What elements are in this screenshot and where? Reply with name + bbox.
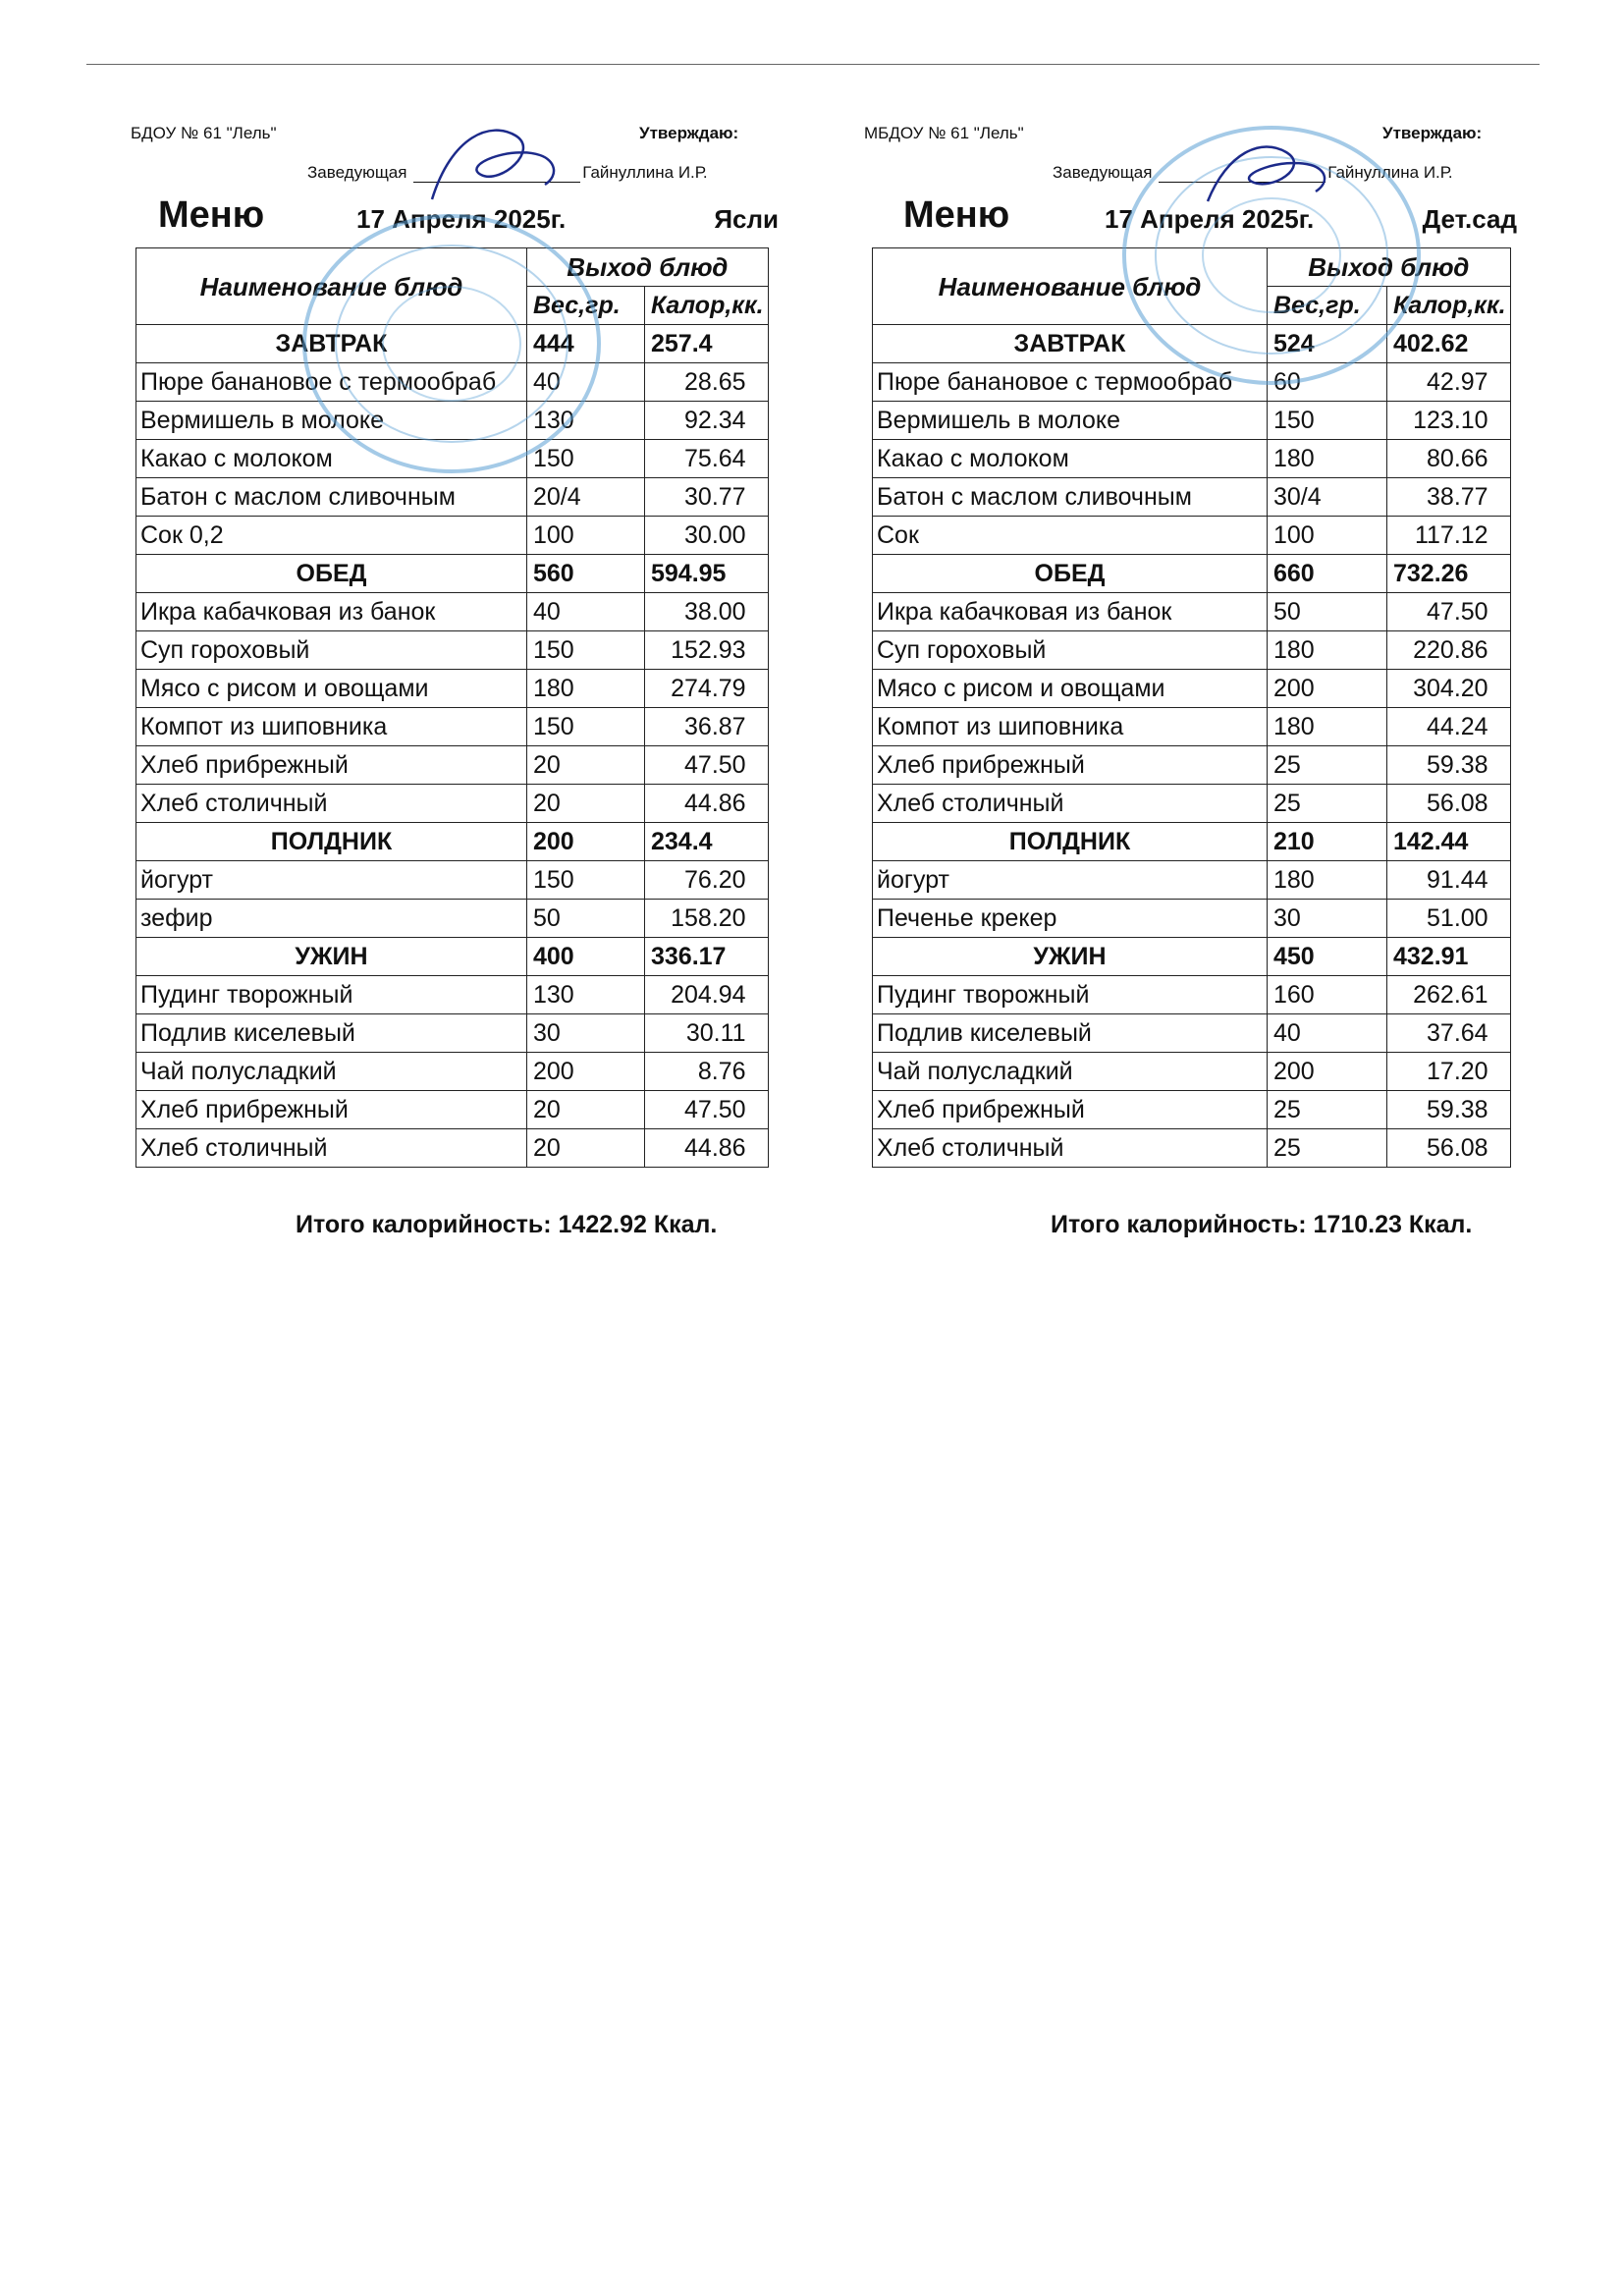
dish-weight: 400 <box>527 938 645 976</box>
dish-calories: 80.66 <box>1387 440 1511 478</box>
dish-name: Сок <box>873 517 1268 555</box>
dish-weight: 30 <box>527 1014 645 1053</box>
dish-row <box>873 363 1511 402</box>
dish-name: Икра кабачковая из банок <box>136 593 527 631</box>
meal-row <box>873 555 1511 593</box>
dish-calories: 56.08 <box>1387 785 1511 823</box>
dish-row <box>873 1129 1511 1168</box>
dish-name: Какао с молоком <box>136 440 527 478</box>
signature-line <box>1159 164 1325 183</box>
dish-weight: 20/4 <box>527 478 645 517</box>
dish-weight: 50 <box>527 900 645 938</box>
col-header-name: Наименование блюд <box>136 248 527 325</box>
dish-weight: 25 <box>1268 1129 1387 1168</box>
dish-weight: 60 <box>1268 363 1387 402</box>
dish-name: Хлеб прибрежный <box>873 746 1268 785</box>
dish-calories: 75.64 <box>645 440 769 478</box>
dish-calories: 44.86 <box>645 1129 769 1168</box>
dish-name: Хлеб столичный <box>873 1129 1268 1168</box>
dish-calories: 91.44 <box>1387 861 1511 900</box>
total-calories: Итого калорийность: 1710.23 Ккал. <box>1051 1211 1473 1238</box>
dish-calories: 152.93 <box>645 631 769 670</box>
dish-name: Пудинг творожный <box>136 976 527 1014</box>
title-row <box>864 194 1517 238</box>
dish-calories: 36.87 <box>645 708 769 746</box>
dish-calories: 594.95 <box>645 555 769 593</box>
col-header-weight: Вес,гр. <box>527 287 645 325</box>
dish-row <box>136 478 769 517</box>
dish-weight: 150 <box>527 708 645 746</box>
dish-calories: 432.91 <box>1387 938 1511 976</box>
menu-date: 17 Апреля 2025г. <box>356 204 567 234</box>
dish-row <box>136 861 769 900</box>
dish-name: Хлеб столичный <box>136 785 527 823</box>
meal-row <box>136 325 769 363</box>
dish-row <box>136 900 769 938</box>
dish-calories: 44.24 <box>1387 708 1511 746</box>
dish-row <box>136 402 769 440</box>
dish-weight: 130 <box>527 402 645 440</box>
dish-calories: 123.10 <box>1387 402 1511 440</box>
org-name: МБДОУ № 61 "Лель" <box>864 124 1024 142</box>
dish-weight: 660 <box>1268 555 1387 593</box>
dish-row <box>136 1091 769 1129</box>
dish-weight: 20 <box>527 1129 645 1168</box>
dish-calories: 30.77 <box>645 478 769 517</box>
dish-name: йогурт <box>873 861 1268 900</box>
dish-calories: 59.38 <box>1387 1091 1511 1129</box>
dish-name: Пюре банановое с термообраб <box>873 363 1268 402</box>
dish-weight: 200 <box>527 1053 645 1091</box>
menu-group: Дет.сад <box>1422 204 1517 234</box>
dish-name: Хлеб прибрежный <box>136 1091 527 1129</box>
dish-weight: 200 <box>527 823 645 861</box>
dish-row <box>873 670 1511 708</box>
head-signature-line <box>1053 163 1453 183</box>
meal-name: ЗАВТРАК <box>136 325 527 363</box>
dish-weight: 50 <box>1268 593 1387 631</box>
dish-row <box>136 976 769 1014</box>
dish-calories: 47.50 <box>645 1091 769 1129</box>
dish-weight: 180 <box>527 670 645 708</box>
meal-row <box>873 325 1511 363</box>
signature-line <box>413 164 580 183</box>
dish-row <box>873 1014 1511 1053</box>
meal-name: УЖИН <box>136 938 527 976</box>
dish-weight: 30/4 <box>1268 478 1387 517</box>
menu-table <box>872 247 1511 1168</box>
menu-title: Меню <box>903 194 1010 236</box>
dish-calories: 56.08 <box>1387 1129 1511 1168</box>
dish-name: Подлив киселевый <box>136 1014 527 1053</box>
dish-calories: 262.61 <box>1387 976 1511 1014</box>
head-title: Заведующая <box>1053 163 1153 182</box>
dish-calories: 51.00 <box>1387 900 1511 938</box>
approve-label: Утверждаю: <box>639 124 739 142</box>
meal-name: ОБЕД <box>136 555 527 593</box>
dish-calories: 76.20 <box>645 861 769 900</box>
col-header-calories: Калор,кк. <box>645 287 769 325</box>
dish-row <box>873 440 1511 478</box>
dish-name: Мясо с рисом и овощами <box>873 670 1268 708</box>
dish-name: Хлеб столичный <box>873 785 1268 823</box>
meal-row <box>136 555 769 593</box>
dish-calories: 220.86 <box>1387 631 1511 670</box>
dish-name: Батон с маслом сливочным <box>136 478 527 517</box>
dish-name: Хлеб столичный <box>136 1129 527 1168</box>
total-calories: Итого калорийность: 1422.92 Ккал. <box>296 1211 718 1238</box>
head-name: Гайнуллина И.Р. <box>1327 163 1453 182</box>
menu-title: Меню <box>158 194 265 236</box>
dish-weight: 25 <box>1268 746 1387 785</box>
dish-row <box>873 402 1511 440</box>
dish-weight: 25 <box>1268 1091 1387 1129</box>
dish-weight: 560 <box>527 555 645 593</box>
dish-row <box>136 1053 769 1091</box>
dish-name: Хлеб прибрежный <box>136 746 527 785</box>
dish-row <box>873 900 1511 938</box>
dish-weight: 160 <box>1268 976 1387 1014</box>
dish-weight: 150 <box>1268 402 1387 440</box>
dish-calories: 158.20 <box>645 900 769 938</box>
dish-name: Какао с молоком <box>873 440 1268 478</box>
dish-calories: 30.11 <box>645 1014 769 1053</box>
dish-weight: 30 <box>1268 900 1387 938</box>
dish-name: Батон с маслом сливочным <box>873 478 1268 517</box>
dish-weight: 200 <box>1268 1053 1387 1091</box>
dish-name: Сок 0,2 <box>136 517 527 555</box>
dish-calories: 38.77 <box>1387 478 1511 517</box>
dish-calories: 117.12 <box>1387 517 1511 555</box>
dish-name: Мясо с рисом и овощами <box>136 670 527 708</box>
dish-calories: 59.38 <box>1387 746 1511 785</box>
dish-weight: 200 <box>1268 670 1387 708</box>
dish-row <box>873 746 1511 785</box>
dish-name: Хлеб прибрежный <box>873 1091 1268 1129</box>
dish-weight: 20 <box>527 785 645 823</box>
dish-calories: 47.50 <box>1387 593 1511 631</box>
dish-weight: 100 <box>527 517 645 555</box>
dish-row <box>873 593 1511 631</box>
dish-row <box>136 708 769 746</box>
menu-group: Ясли <box>714 204 779 234</box>
dish-weight: 40 <box>527 363 645 402</box>
dish-name: Чай полусладкий <box>136 1053 527 1091</box>
menu-date: 17 Апреля 2025г. <box>1105 204 1315 234</box>
meal-row <box>873 938 1511 976</box>
dish-row <box>873 1053 1511 1091</box>
dish-row <box>873 478 1511 517</box>
meal-name: ПОЛДНИК <box>873 823 1268 861</box>
dish-row <box>873 631 1511 670</box>
dish-row <box>136 746 769 785</box>
dish-row <box>136 1129 769 1168</box>
dish-weight: 150 <box>527 861 645 900</box>
dish-calories: 732.26 <box>1387 555 1511 593</box>
dish-row <box>136 670 769 708</box>
dish-weight: 180 <box>1268 861 1387 900</box>
meal-row <box>136 823 769 861</box>
dish-weight: 180 <box>1268 631 1387 670</box>
dish-calories: 336.17 <box>645 938 769 976</box>
title-row <box>131 194 779 238</box>
dish-name: Суп гороховый <box>873 631 1268 670</box>
dish-weight: 150 <box>527 631 645 670</box>
dish-weight: 40 <box>1268 1014 1387 1053</box>
dish-weight: 450 <box>1268 938 1387 976</box>
dish-name: Пудинг творожный <box>873 976 1268 1014</box>
dish-name: Икра кабачковая из банок <box>873 593 1268 631</box>
dish-calories: 28.65 <box>645 363 769 402</box>
dish-row <box>873 976 1511 1014</box>
head-name: Гайнуллина И.Р. <box>582 163 708 182</box>
dish-calories: 38.00 <box>645 593 769 631</box>
dish-row <box>873 1091 1511 1129</box>
dish-weight: 210 <box>1268 823 1387 861</box>
dish-name: Печенье крекер <box>873 900 1268 938</box>
dish-weight: 40 <box>527 593 645 631</box>
dish-name: Подлив киселевый <box>873 1014 1268 1053</box>
dish-row <box>136 593 769 631</box>
dish-row <box>873 785 1511 823</box>
approve-label: Утверждаю: <box>1382 124 1483 142</box>
dish-calories: 92.34 <box>645 402 769 440</box>
dish-calories: 257.4 <box>645 325 769 363</box>
dish-name: Пюре банановое с термообраб <box>136 363 527 402</box>
meal-name: ОБЕД <box>873 555 1268 593</box>
dish-name: йогурт <box>136 861 527 900</box>
dish-calories: 44.86 <box>645 785 769 823</box>
dish-name: Чай полусладкий <box>873 1053 1268 1091</box>
dish-row <box>136 1014 769 1053</box>
dish-weight: 130 <box>527 976 645 1014</box>
meal-name: ЗАВТРАК <box>873 325 1268 363</box>
dish-calories: 204.94 <box>645 976 769 1014</box>
dish-name: Вермишель в молоке <box>136 402 527 440</box>
col-header-weight: Вес,гр. <box>1268 287 1387 325</box>
col-header-output: Выход блюд <box>1268 248 1511 287</box>
dish-calories: 142.44 <box>1387 823 1511 861</box>
meal-row <box>136 938 769 976</box>
meal-row <box>873 823 1511 861</box>
dish-row <box>873 861 1511 900</box>
dish-row <box>136 785 769 823</box>
dish-calories: 30.00 <box>645 517 769 555</box>
dish-calories: 274.79 <box>645 670 769 708</box>
dish-weight: 25 <box>1268 785 1387 823</box>
meal-name: УЖИН <box>873 938 1268 976</box>
dish-row <box>873 708 1511 746</box>
dish-row <box>136 631 769 670</box>
col-header-calories: Калор,кк. <box>1387 287 1511 325</box>
org-name: БДОУ № 61 "Лель" <box>131 124 277 142</box>
dish-weight: 180 <box>1268 708 1387 746</box>
dish-calories: 402.62 <box>1387 325 1511 363</box>
head-signature-line <box>307 163 708 183</box>
dish-row <box>873 517 1511 555</box>
dish-calories: 234.4 <box>645 823 769 861</box>
dish-calories: 47.50 <box>645 746 769 785</box>
col-header-output: Выход блюд <box>527 248 769 287</box>
dish-calories: 37.64 <box>1387 1014 1511 1053</box>
dish-row <box>136 440 769 478</box>
menu-table <box>135 247 769 1168</box>
col-header-name: Наименование блюд <box>873 248 1268 325</box>
dish-weight: 180 <box>1268 440 1387 478</box>
dish-calories: 17.20 <box>1387 1053 1511 1091</box>
dish-name: Компот из шиповника <box>873 708 1268 746</box>
dish-row <box>136 517 769 555</box>
head-title: Заведующая <box>307 163 407 182</box>
dish-name: Компот из шиповника <box>136 708 527 746</box>
dish-name: Суп гороховый <box>136 631 527 670</box>
dish-calories: 42.97 <box>1387 363 1511 402</box>
dish-calories: 304.20 <box>1387 670 1511 708</box>
dish-name: зефир <box>136 900 527 938</box>
dish-weight: 150 <box>527 440 645 478</box>
dish-weight: 20 <box>527 1091 645 1129</box>
meal-name: ПОЛДНИК <box>136 823 527 861</box>
dish-weight: 100 <box>1268 517 1387 555</box>
top-divider <box>86 64 1540 65</box>
dish-calories: 8.76 <box>645 1053 769 1091</box>
dish-row <box>136 363 769 402</box>
dish-name: Вермишель в молоке <box>873 402 1268 440</box>
dish-weight: 524 <box>1268 325 1387 363</box>
dish-weight: 444 <box>527 325 645 363</box>
dish-weight: 20 <box>527 746 645 785</box>
